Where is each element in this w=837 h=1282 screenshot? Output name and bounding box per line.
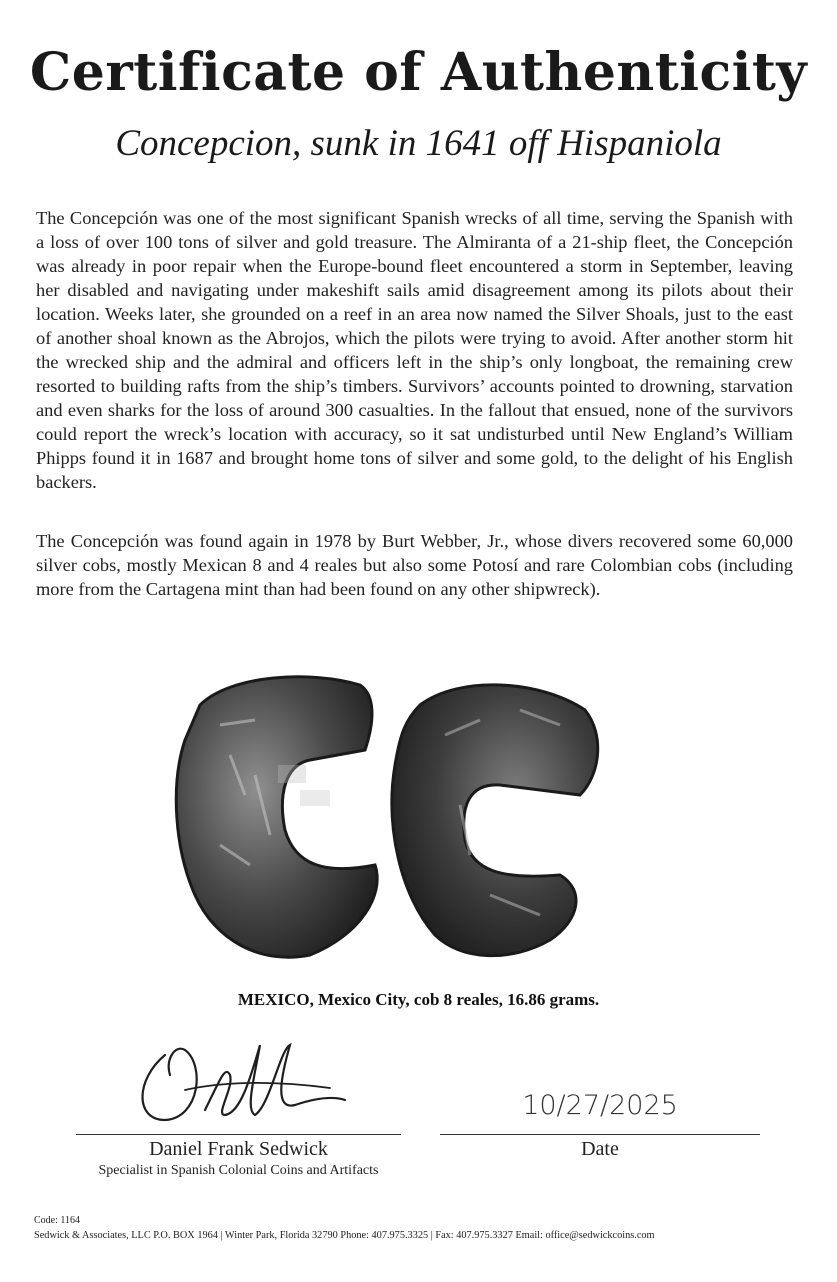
coin-photo xyxy=(160,665,610,965)
coin-obverse xyxy=(176,677,377,957)
company-contact-footer: Sedwick & Associates, LLC P.O. BOX 1964 | Winter Park, Florida 32790 Phone: 407.975.3325 | Fax: 407.975.3327 Email: office@sedwickcoins.com xyxy=(34,1230,655,1241)
certificate-code: Code: 1164 xyxy=(34,1215,81,1226)
signature-line xyxy=(76,1134,401,1135)
date-line xyxy=(440,1134,760,1135)
coin-reverse xyxy=(392,685,598,956)
certificate-title: Certificate of Authenticity xyxy=(29,42,808,103)
certificate-subtitle: Concepcion, sunk in 1641 off Hispaniola xyxy=(115,123,722,164)
signer-title: Specialist in Spanish Colonial Coins and Artifacts xyxy=(98,1163,379,1178)
handwritten-signature xyxy=(130,1020,350,1130)
signer-name: Daniel Frank Sedwick xyxy=(149,1138,328,1160)
signature-date-value: 10/27/2025 xyxy=(522,1090,678,1121)
history-paragraph-1: The Concepción was one of the most significant Spanish wrecks of all time, serving the Spanish with a loss of over 100 tons of silver and gold treasure. The Almiranta of a 21-ship fleet, the Concepción was already in poor repair when the Europe-bound fleet encountered a storm in September, leaving her disabled and navigating under makeshift sails amid disagreement among its pilots about their location. Weeks later, she grounded on a reef in an area now named the Silver Shoals, just to the east of another shoal known as the Abrojos, which the pilots were trying to avoid. After another storm hit the wrecked ship and the admiral and officers left in the ship’s only longboat, the remaining crew resorted to building rafts from the ship’s timbers. Survivors’ accounts pointed to drowning, starvation and even sharks for the loss of around 300 casualties. In the fallout that ensued, none of the survivors could report the wreck’s location with accuracy, so it sat undisturbed until New England’s William Phipps found it in 1687 and brought home tons of silver and some gold, to the delight of his English backers. xyxy=(36,208,793,492)
date-label: Date xyxy=(581,1138,619,1160)
history-paragraph-2: The Concepción was found again in 1978 by Burt Webber, Jr., whose divers recovered some 60,000 silver cobs, mostly Mexican 8 and 4 reales but also some Potosí and rare Colombian cobs (including more from the Cartagena mint than had been found on any other shipwreck). xyxy=(36,531,793,599)
coin-caption: MEXICO, Mexico City, cob 8 reales, 16.86 grams. xyxy=(237,990,600,1009)
